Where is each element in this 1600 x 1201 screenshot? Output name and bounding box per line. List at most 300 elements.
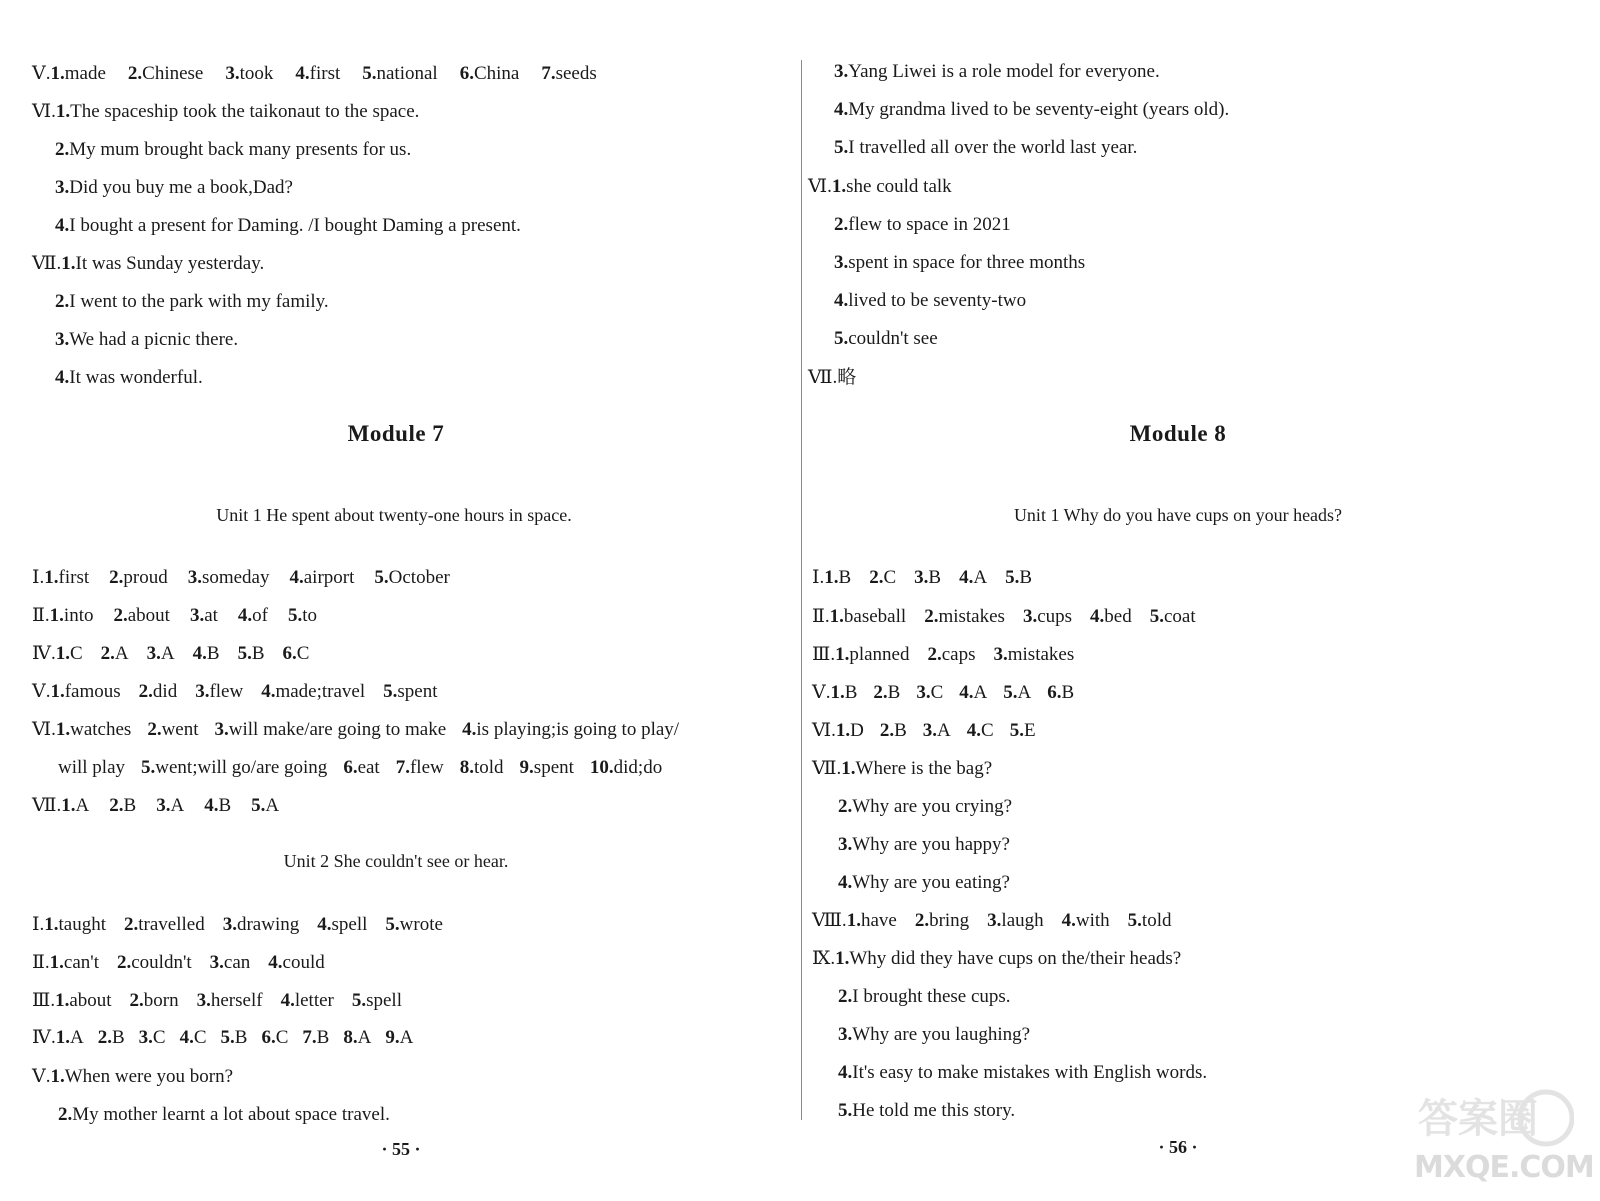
item-number: 4. — [280, 990, 295, 1011]
item-number: 2. — [914, 910, 930, 931]
item-number: 2. — [109, 795, 124, 816]
item-text: herself — [210, 990, 263, 1011]
answer-item — [139, 680, 178, 704]
answer-item — [959, 681, 987, 705]
item-number: 4. — [55, 367, 70, 388]
item-text: A — [170, 795, 185, 816]
item-text: C — [275, 1027, 289, 1048]
item-text: watches — [70, 719, 132, 740]
item-number: 1. — [50, 1066, 65, 1087]
item-text: 略 — [837, 367, 857, 388]
section-label: Ⅱ. — [32, 605, 50, 626]
item-number: 1. — [835, 948, 850, 969]
section-ix-line — [838, 1023, 1030, 1047]
answer-item — [225, 62, 273, 86]
item-text: wrote — [399, 914, 443, 935]
item-number: 3. — [225, 63, 240, 84]
item-text: I went to the park with my family. — [69, 291, 329, 312]
item-text: It's easy to make mistakes with English words. — [852, 1062, 1208, 1083]
answer-item — [197, 989, 263, 1013]
item-text: China — [473, 63, 520, 84]
item-number: 3. — [993, 644, 1008, 665]
continued-line — [834, 136, 1137, 160]
item-number: 5. — [351, 990, 367, 1011]
answer-item — [1062, 909, 1110, 933]
answer-item — [880, 719, 907, 743]
item-number: 2. — [138, 681, 153, 702]
answer-item — [343, 1026, 371, 1050]
item-number: 3. — [834, 61, 849, 82]
answer-item — [1003, 681, 1031, 705]
page-number: · 55 · — [381, 1139, 421, 1159]
section-vi-line — [55, 138, 411, 162]
answer-item — [128, 62, 203, 86]
item-number: 4. — [959, 682, 974, 703]
answer-item — [50, 680, 120, 704]
item-number: 2. — [58, 1104, 73, 1125]
answer-item — [56, 1026, 84, 1050]
answer-item — [44, 566, 89, 590]
item-number: 5. — [385, 914, 400, 935]
item-text: Where is the bag? — [855, 758, 993, 779]
answer-item — [847, 909, 897, 933]
item-text: spell — [331, 914, 368, 935]
answer-item — [190, 604, 218, 628]
item-text: mistakes — [1007, 644, 1075, 665]
item-number: 4. — [55, 215, 70, 236]
item-number: 5. — [834, 137, 849, 158]
item-text: proud — [123, 567, 168, 588]
section-vii-line — [838, 795, 1012, 819]
section-label: Ⅴ. — [812, 682, 831, 703]
answer-item — [343, 756, 379, 780]
answer-item — [1010, 719, 1036, 743]
section-ix-line — [812, 947, 1181, 971]
item-text: spent — [397, 681, 438, 702]
item-number: 5. — [251, 795, 266, 816]
item-text: airport — [303, 567, 355, 588]
item-number: 3. — [55, 177, 70, 198]
answer-item — [987, 909, 1043, 933]
section-label: Ⅵ. — [812, 720, 836, 741]
item-text: A — [160, 643, 175, 664]
answer-item — [261, 1026, 288, 1050]
item-number: 5. — [1149, 606, 1164, 627]
item-text: It was wonderful. — [69, 367, 203, 388]
item-number: 2. — [838, 796, 853, 817]
section-vi-line — [55, 176, 293, 200]
item-text: A — [973, 567, 988, 588]
item-number: 9. — [519, 757, 534, 778]
item-number: 3. — [55, 329, 70, 350]
item-text: can't — [63, 952, 99, 973]
section-vii-line — [55, 290, 329, 314]
answer-item — [56, 718, 131, 742]
item-text: A — [357, 1027, 372, 1048]
answer-item — [288, 604, 317, 628]
item-number: 1. — [841, 758, 856, 779]
answer-item — [915, 909, 969, 933]
item-text: spent — [533, 757, 574, 778]
item-number: 4. — [295, 63, 310, 84]
item-number: 3. — [834, 252, 849, 273]
answer-row-viii — [812, 909, 1189, 933]
item-number: 4. — [192, 643, 207, 664]
item-text: did;do — [613, 757, 663, 778]
section-vii-line — [55, 366, 203, 390]
answer-item — [156, 794, 184, 818]
item-text: We had a picnic there. — [69, 329, 239, 350]
section-vii-line — [55, 328, 238, 352]
answer-item — [362, 62, 437, 86]
answer-item — [210, 951, 251, 975]
item-number: 6. — [261, 1027, 276, 1048]
item-text: went — [161, 719, 199, 740]
item-number: 3. — [156, 795, 171, 816]
item-text: B — [1061, 682, 1075, 703]
item-number: 5. — [834, 328, 849, 349]
item-text: taught — [58, 914, 107, 935]
item-text: bed — [1104, 606, 1132, 627]
answer-item — [147, 642, 175, 666]
item-text: about — [127, 605, 170, 626]
item-number: 1. — [44, 914, 59, 935]
answer-item — [290, 566, 355, 590]
item-number: 1. — [61, 253, 76, 274]
item-number: 4. — [268, 952, 283, 973]
item-number: 2. — [879, 720, 895, 741]
item-number: 2. — [873, 682, 888, 703]
item-text: E — [1023, 720, 1036, 741]
item-text: of — [252, 605, 268, 626]
section-label: Ⅱ. — [812, 606, 830, 627]
item-number: 5. — [383, 681, 398, 702]
answer-item — [44, 913, 106, 937]
item-number: 2. — [834, 214, 849, 235]
item-text: drawing — [236, 914, 300, 935]
item-number: 1. — [835, 644, 850, 665]
section-vi-line — [55, 214, 521, 238]
answer-item — [1047, 681, 1074, 705]
answer-row-ii — [32, 604, 337, 628]
answer-item — [50, 604, 94, 628]
item-text: C — [883, 567, 897, 588]
item-number: 2. — [55, 139, 70, 160]
answer-item — [1128, 909, 1172, 933]
item-text: B — [316, 1027, 330, 1048]
item-number: 5. — [362, 63, 377, 84]
item-text: about — [69, 990, 112, 1011]
item-number: 9. — [385, 1027, 400, 1048]
answer-item — [1090, 605, 1132, 629]
module-title: Module 8 — [1129, 421, 1227, 446]
answer-item — [302, 1026, 329, 1050]
answer-item — [1005, 566, 1032, 590]
item-number: 6. — [1047, 682, 1062, 703]
answer-item — [281, 989, 334, 1013]
item-text: A — [973, 682, 988, 703]
answer-item — [141, 756, 327, 780]
answer-row-v — [32, 62, 619, 86]
item-number: 2. — [117, 952, 132, 973]
item-text: My grandma lived to be seventy-eight (years old). — [848, 99, 1230, 120]
item-number: 5. — [1003, 682, 1018, 703]
answer-row-ii — [32, 951, 343, 975]
answer-item — [204, 794, 231, 818]
item-number: 7. — [541, 63, 556, 84]
item-text: into — [63, 605, 94, 626]
answer-item — [824, 566, 851, 590]
section-vii-line — [838, 833, 1010, 857]
section-label: Ⅲ. — [32, 990, 56, 1011]
item-text: took — [239, 63, 274, 84]
answer-row-vi — [812, 719, 1052, 743]
answer-item — [352, 989, 402, 1013]
answer-item — [317, 913, 367, 937]
item-text: Chinese — [142, 63, 204, 84]
answer-item — [385, 1026, 413, 1050]
item-text: My mother learnt a lot about space travel. — [72, 1104, 390, 1125]
section-vi-line — [834, 327, 938, 351]
item-text: did — [152, 681, 178, 702]
section-vi-line — [834, 213, 1011, 237]
answer-item — [374, 566, 449, 590]
answer-item — [109, 566, 168, 590]
item-text: A — [114, 643, 129, 664]
item-text: B — [251, 643, 265, 664]
item-text: planned — [849, 644, 910, 665]
item-text: first — [58, 567, 90, 588]
answer-item — [55, 989, 111, 1013]
item-number: 5. — [1009, 720, 1024, 741]
item-text: will make/are going to make — [228, 719, 447, 740]
item-text: Why did they have cups on the/their heads? — [849, 948, 1182, 969]
answer-item — [923, 719, 951, 743]
item-text: seeds — [555, 63, 597, 84]
item-text: national — [376, 63, 438, 84]
item-number: 1. — [61, 795, 76, 816]
item-text: told — [473, 757, 504, 778]
item-text: famous — [64, 681, 121, 702]
item-text: C — [981, 720, 994, 741]
item-number: 2. — [147, 719, 162, 740]
item-text: told — [1141, 910, 1172, 931]
watermark — [1414, 1086, 1594, 1196]
item-number: 1. — [50, 63, 65, 84]
answer-item — [117, 951, 192, 975]
unit-title: Unit 2 She couldn't see or hear. — [283, 851, 509, 871]
item-text: C — [69, 643, 83, 664]
answer-item — [927, 643, 975, 667]
answer-item — [873, 681, 900, 705]
item-number: 10. — [589, 757, 614, 778]
answer-item — [251, 794, 279, 818]
item-text: A — [1017, 682, 1032, 703]
item-number: 2. — [113, 605, 128, 626]
item-text: to — [302, 605, 318, 626]
answer-item — [238, 604, 268, 628]
item-number: 1. — [50, 681, 65, 702]
item-number: 4. — [966, 720, 982, 741]
right-page — [800, 0, 1600, 1201]
section-label: Ⅲ. — [812, 644, 836, 665]
section-label: Ⅵ. — [32, 719, 56, 740]
item-number: 1. — [55, 643, 70, 664]
item-text: someday — [201, 567, 270, 588]
item-number: 3. — [189, 605, 205, 626]
answer-item — [50, 951, 99, 975]
item-number: 5. — [237, 643, 252, 664]
answer-item — [238, 642, 265, 666]
item-number: 2. — [129, 990, 144, 1011]
item-text: went;will go/are going — [155, 757, 328, 778]
answer-item — [830, 605, 907, 629]
item-number: 1. — [831, 176, 847, 197]
item-text: couldn't — [131, 952, 192, 973]
answer-item — [268, 951, 324, 975]
section-vii-line — [32, 252, 264, 276]
item-number: 1. — [835, 720, 851, 741]
item-number: 4. — [289, 567, 304, 588]
section-vii-line — [838, 871, 1010, 895]
answer-item — [221, 1026, 248, 1050]
item-number: 1. — [846, 910, 861, 931]
section-label: Ⅰ. — [32, 914, 45, 935]
section-v-line — [58, 1103, 390, 1127]
item-number: 7. — [395, 757, 410, 778]
section-label: Ⅷ. — [812, 910, 847, 931]
answer-item — [1150, 605, 1196, 629]
item-text: could — [282, 952, 325, 973]
item-number: 3. — [987, 910, 1002, 931]
item-number: 2. — [924, 606, 939, 627]
item-text: coat — [1163, 606, 1196, 627]
item-text: spent in space for three months — [848, 252, 1086, 273]
item-text: B — [887, 682, 901, 703]
item-number: 3. — [187, 567, 202, 588]
section-label: Ⅶ. — [32, 253, 62, 274]
item-number: 4. — [838, 872, 853, 893]
answer-row-vi-cont — [58, 756, 678, 780]
item-text: eat — [357, 757, 380, 778]
item-number: 5. — [288, 605, 303, 626]
section-label: Ⅸ. — [812, 948, 836, 969]
answer-item — [98, 1026, 125, 1050]
answer-row-iii — [32, 989, 420, 1013]
item-number: 2. — [55, 291, 70, 312]
answer-row-i — [812, 566, 1050, 590]
item-number: 2. — [109, 567, 124, 588]
item-text: Why are you eating? — [852, 872, 1010, 893]
item-number: 3. — [195, 681, 210, 702]
item-text: caps — [941, 644, 976, 665]
item-number: 8. — [343, 1027, 358, 1048]
section-label: Ⅶ. — [32, 795, 62, 816]
watermark-logo-icon — [1414, 1086, 1574, 1148]
item-text: first — [309, 63, 341, 84]
page-number: · 56 · — [1158, 1137, 1198, 1157]
section-ix-line — [838, 1099, 1015, 1123]
answer-item — [590, 756, 662, 780]
item-number: 6. — [282, 643, 297, 664]
item-number: 3. — [922, 720, 938, 741]
item-text: The spaceship took the taikonaut to the space. — [70, 101, 420, 122]
item-number: 4. — [462, 719, 477, 740]
item-text: I travelled all over the world last year. — [848, 137, 1138, 158]
item-text: B — [111, 1027, 125, 1048]
item-number: 1. — [55, 101, 71, 122]
item-number: 5. — [838, 1100, 853, 1121]
continued-line — [834, 60, 1160, 84]
section-label: Ⅶ. — [808, 367, 838, 388]
answer-item — [188, 566, 270, 590]
module-title: Module 7 — [347, 421, 445, 446]
answer-item — [124, 913, 205, 937]
item-text: A — [399, 1027, 414, 1048]
item-number: 4. — [1090, 606, 1105, 627]
item-text: is playing;is going to play/ — [476, 719, 680, 740]
item-number: 2. — [869, 567, 884, 588]
answer-item — [383, 680, 437, 704]
answer-item — [61, 794, 89, 818]
item-number: 4. — [834, 290, 849, 311]
item-text: travelled — [138, 914, 205, 935]
item-text: Why are you laughing? — [852, 1024, 1031, 1045]
item-number: 5. — [220, 1027, 235, 1048]
item-number: 4. — [959, 567, 974, 588]
item-number: 4. — [237, 605, 253, 626]
item-number: 1. — [830, 682, 845, 703]
answer-item — [967, 719, 994, 743]
unit-title: Unit 1 Why do you have cups on your heads? — [1013, 505, 1343, 525]
item-number: 3. — [214, 719, 229, 740]
answer-item — [914, 566, 941, 590]
item-text: will play — [58, 757, 126, 778]
item-text: she could talk — [846, 176, 952, 197]
answer-item — [1023, 605, 1072, 629]
item-number: 1. — [55, 1027, 70, 1048]
item-text: Why are you happy? — [852, 834, 1010, 855]
item-number: 4. — [179, 1027, 194, 1048]
answer-row-v — [32, 680, 456, 704]
item-text: Did you buy me a book,Dad? — [69, 177, 293, 198]
item-text: made;travel — [275, 681, 366, 702]
answer-row-i — [32, 566, 470, 590]
answer-row-ii — [812, 605, 1214, 629]
section-ix-line — [838, 985, 1011, 1009]
item-number: 4. — [317, 914, 332, 935]
section-vi-line — [834, 251, 1085, 275]
item-number: 5. — [374, 567, 389, 588]
section-vi-line — [834, 289, 1026, 313]
answer-item — [223, 913, 300, 937]
item-text: cups — [1037, 606, 1073, 627]
item-text: B — [123, 795, 137, 816]
answer-item — [541, 62, 596, 86]
continued-line — [834, 98, 1229, 122]
item-number: 8. — [459, 757, 474, 778]
item-text: with — [1075, 910, 1110, 931]
section-vii-line — [812, 757, 992, 781]
answer-item — [396, 756, 444, 780]
section-vi-line — [32, 100, 419, 124]
item-number: 1. — [49, 952, 64, 973]
item-text: baseball — [843, 606, 907, 627]
unit-title: Unit 1 He spent about twenty-one hours in space. — [216, 505, 572, 525]
item-text: B — [928, 567, 942, 588]
item-number: 3. — [838, 834, 853, 855]
item-text: Yang Liwei is a role model for everyone. — [848, 61, 1160, 82]
